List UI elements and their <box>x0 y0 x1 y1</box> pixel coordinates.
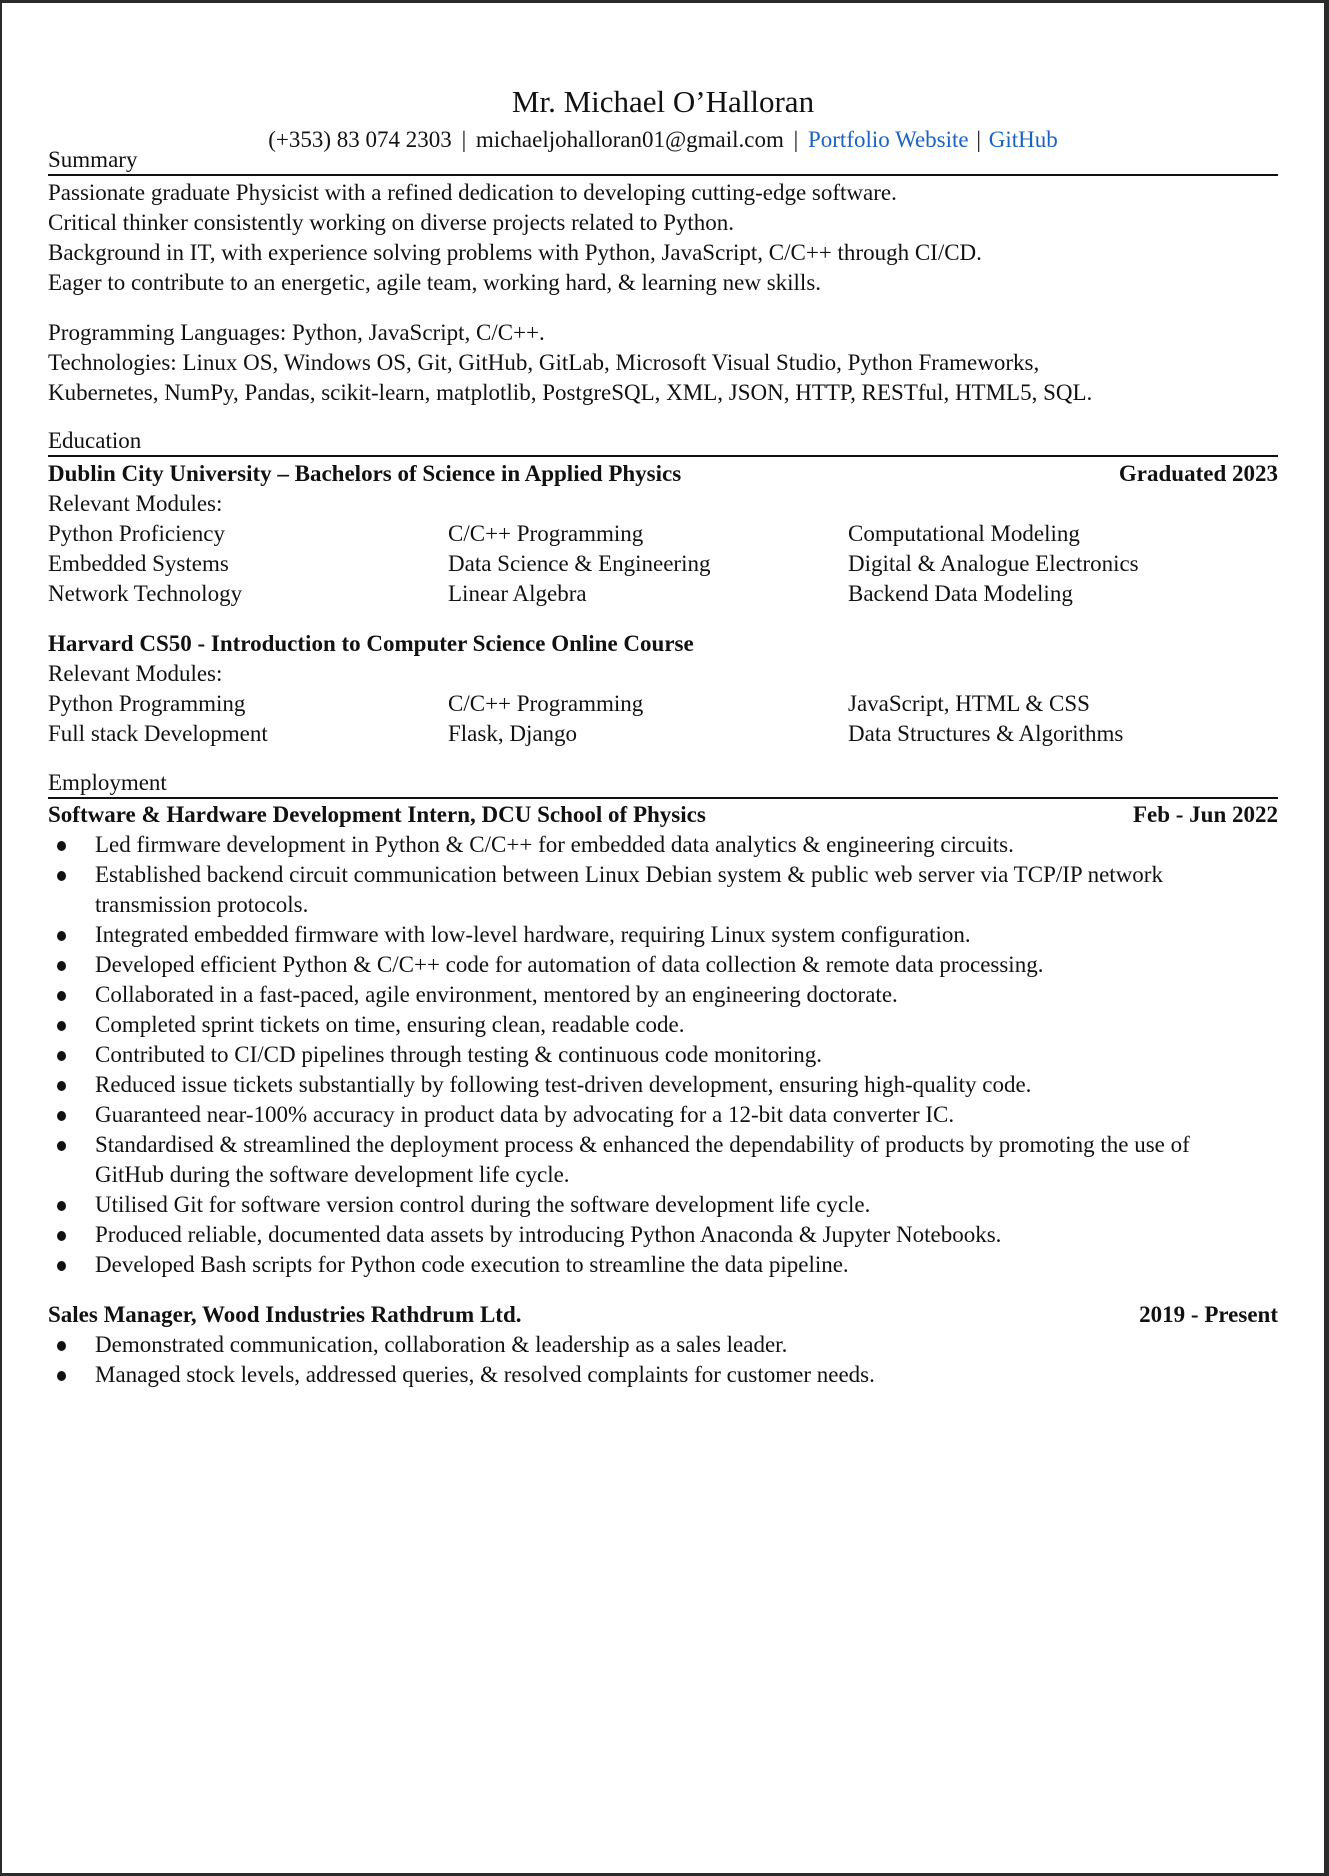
module-item: Full stack Development <box>48 721 268 746</box>
bullet-text: Guaranteed near-100% accuracy in product data by advocating for a 12-bit data converter IC. <box>95 1102 955 1127</box>
bullet-text: Contributed to CI/CD pipelines through testing & continuous code monitoring. <box>95 1042 822 1067</box>
bullet-item <box>48 1250 1278 1280</box>
summary-line: Background in IT, with experience solving problems with Python, JavaScript, C/C++ through CI/CD. <box>48 240 982 265</box>
module-item: Backend Data Modeling <box>848 581 1073 606</box>
summary-line: Critical thinker consistently working on diverse projects related to Python. <box>48 210 735 235</box>
bullet-item <box>48 1100 1278 1130</box>
module-item: Computational Modeling <box>848 521 1080 546</box>
bullet-dot-icon <box>57 1111 66 1121</box>
education-title-row <box>48 459 1278 489</box>
bullet-dot-icon <box>57 1371 66 1381</box>
module-item: Python Programming <box>48 691 246 716</box>
bullet-item <box>48 1130 1278 1190</box>
bullet-item <box>48 860 1278 920</box>
bullet-text: Established backend circuit communication between Linux Debian system & public web server via TCP/IP network transmission protocols. <box>95 862 1163 917</box>
bullet-text: Led firmware development in Python & C/C++ for embedded data analytics & engineering circuits. <box>95 832 1014 857</box>
bullet-text: Standardised & streamlined the deployment process & enhanced the dependability of products by promoting the use of GitHub during the software development life cycle. <box>95 1132 1190 1187</box>
separator: | <box>461 127 467 152</box>
job-date: Feb - Jun 2022 <box>1132 802 1278 827</box>
modules-label: Relevant Modules: <box>48 661 223 686</box>
bullet-text: Developed Bash scripts for Python code execution to streamline the data pipeline. <box>95 1252 849 1277</box>
bullet-item <box>48 1190 1278 1220</box>
job-title: Software & Hardware Development Intern, DCU School of Physics <box>48 802 706 827</box>
resume-page <box>2 3 1324 1873</box>
job-entry-intern <box>48 800 1278 1280</box>
technologies-line: Technologies: Linux OS, Windows OS, Git, GitHub, GitLab, Microsoft Visual Studio, Python Frameworks, <box>48 350 1040 375</box>
bullet-item <box>48 1220 1278 1250</box>
module-item: C/C++ Programming <box>448 521 644 546</box>
job-entry-sales <box>48 1300 1278 1390</box>
programming-languages: Programming Languages: Python, JavaScript, C/C++. <box>48 320 545 345</box>
bullet-item <box>48 830 1278 860</box>
module-item: Flask, Django <box>448 721 578 746</box>
module-item: Network Technology <box>48 581 243 606</box>
education-entry-cs50 <box>48 629 1278 749</box>
module-item: Digital & Analogue Electronics <box>848 551 1139 576</box>
bullet-dot-icon <box>57 961 66 971</box>
bullet-text: Managed stock levels, addressed queries, & resolved complaints for customer needs. <box>95 1362 875 1387</box>
summary-line: Eager to contribute to an energetic, agile team, working hard, & learning new skills. <box>48 270 822 295</box>
bullet-dot-icon <box>57 1201 66 1211</box>
bullet-text: Completed sprint tickets on time, ensuring clean, readable code. <box>95 1012 685 1037</box>
bullet-item <box>48 1040 1278 1070</box>
section-heading-education: Education <box>48 427 1278 457</box>
bullet-item <box>48 1330 1278 1360</box>
bullet-dot-icon <box>57 991 66 1001</box>
module-item: JavaScript, HTML & CSS <box>848 691 1090 716</box>
job-title-row <box>48 1300 1278 1330</box>
bullet-item <box>48 950 1278 980</box>
education-date: Graduated 2023 <box>1118 461 1278 486</box>
module-item: Linear Algebra <box>448 581 587 606</box>
module-item: Embedded Systems <box>48 551 229 576</box>
module-item: Data Structures & Algorithms <box>848 721 1124 746</box>
bullet-dot-icon <box>57 1231 66 1241</box>
section-heading-employment: Employment <box>48 769 1278 799</box>
bullet-text: Integrated embedded firmware with low-level hardware, requiring Linux system configuration. <box>95 922 971 947</box>
bullet-item <box>48 980 1278 1010</box>
summary-line: Passionate graduate Physicist with a refined dedication to developing cutting-edge software. <box>48 180 897 205</box>
bullet-text: Utilised Git for software version control during the software development life cycle. <box>95 1192 871 1217</box>
bullet-text: Demonstrated communication, collaboration & leadership as a sales leader. <box>95 1332 788 1357</box>
bullet-text: Reduced issue tickets substantially by following test-driven development, ensuring high-quality code. <box>95 1072 1032 1097</box>
bullet-text: Collaborated in a fast-paced, agile environment, mentored by an engineering doctorate. <box>95 982 898 1007</box>
module-item: C/C++ Programming <box>448 691 644 716</box>
bullet-dot-icon <box>57 1081 66 1091</box>
skills-block <box>48 318 1278 408</box>
bullet-dot-icon <box>57 931 66 941</box>
modules-grid <box>48 519 1278 609</box>
modules-grid <box>48 689 1278 749</box>
modules-label: Relevant Modules: <box>48 491 223 516</box>
bullet-dot-icon <box>57 871 66 881</box>
bullet-item <box>48 1070 1278 1100</box>
job-title: Sales Manager, Wood Industries Rathdrum Ltd. <box>48 1302 522 1327</box>
summary-block <box>48 178 1278 298</box>
bullet-dot-icon <box>57 841 66 851</box>
education-title: Harvard CS50 - Introduction to Computer Science Online Course <box>48 631 694 656</box>
education-entry-dcu <box>48 459 1278 609</box>
email-address: michaeljohalloran01@gmail.com <box>475 127 784 152</box>
job-date: 2019 - Present <box>1139 1302 1278 1327</box>
bullet-text: Produced reliable, documented data assets by introducing Python Anaconda & Jupyter Notebooks. <box>95 1222 1002 1247</box>
github-link[interactable]: GitHub <box>988 127 1058 152</box>
phone-number: (+353) 83 074 2303 <box>268 127 452 152</box>
technologies-line: Kubernetes, NumPy, Pandas, scikit-learn, matplotlib, PostgreSQL, XML, JSON, HTTP, RESTful, HTML5, SQL. <box>48 380 1093 405</box>
separator: | <box>793 127 799 152</box>
bullet-dot-icon <box>57 1021 66 1031</box>
module-item: Data Science & Engineering <box>448 551 711 576</box>
bullet-dot-icon <box>57 1341 66 1351</box>
portfolio-website-link[interactable]: Portfolio Website <box>807 127 969 152</box>
job-bullets <box>48 830 1278 1280</box>
education-title: Dublin City University – Bachelors of Science in Applied Physics <box>48 461 682 486</box>
bullet-item <box>48 920 1278 950</box>
job-bullets <box>48 1330 1278 1390</box>
job-title-row <box>48 800 1278 830</box>
module-item: Python Proficiency <box>48 521 225 546</box>
bullet-text: Developed efficient Python & C/C++ code for automation of data collection & remote data processing. <box>95 952 1044 977</box>
candidate-name: Mr. Michael O’Halloran <box>511 84 815 119</box>
bullet-dot-icon <box>57 1261 66 1271</box>
education-title-row <box>48 629 1278 659</box>
bullet-dot-icon <box>57 1141 66 1151</box>
bullet-item <box>48 1360 1278 1390</box>
bullet-item <box>48 1010 1278 1040</box>
section-heading-summary: Summary <box>48 146 1278 176</box>
separator: | <box>976 127 981 152</box>
bullet-dot-icon <box>57 1051 66 1061</box>
